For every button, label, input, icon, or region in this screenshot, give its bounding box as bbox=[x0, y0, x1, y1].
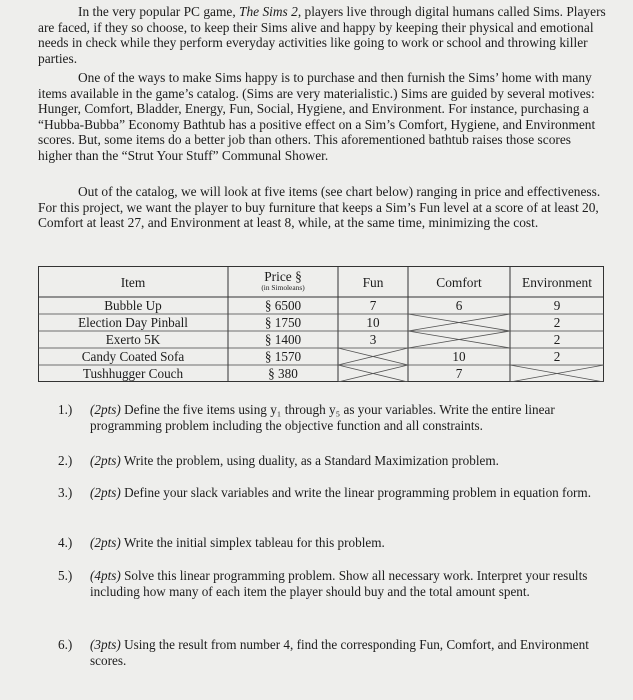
intro-paragraph-2: One of the ways to make Sims happy is to purchase and then furnish the Sims’ home with many items available in the game’s catalog. (Sims are very materialistic.) Sims are guided by several motives: Hunger, Comfort, Bladder, Energy, Fun, Social, Hygiene, and Environment. For instance, purchasing a “Hubba-Bubba” Economy Bathtub has a positive effect on a Sim’s Comfort, Hygiene, and Environment scores. But, some items do a better job than others. This aforementioned bathtub raises those scores higher than the “Strut Your Stuff” Communal Shower. bbox=[38, 70, 596, 163]
row-sofa-environment: 2 bbox=[553, 349, 561, 364]
row-pinball-fun: 10 bbox=[366, 315, 380, 330]
row-bubble-up-environment: 9 bbox=[553, 298, 561, 313]
document-page: In the very popular PC game, The Sims 2, players live through digital humans called Sims. Players are faced, if they so choose, to keep their Sims alive and happy by keeping their physical and emotional needs in check while they perform everyday activities like going to work or school and throwing killer parties. One of the ways to make Sims happy is to purchase and then furnish the Sims’ home with many items available in the game’s catalog. (Sims are very materialistic.) Sims are guided by several motives: Hunger, Comfort, Bladder, Energy, Fun, Social, Hygiene, and Environment. For instance, purchasing a “Hubba-Bubba” Economy Bathtub has a positive effect on a Sim’s Comfort, Hygiene, and Environment scores. But, some items do a better job than others. This aforementioned bathtub raises those scores higher than the “Strut Your Stuff” Communal Shower. Out of the catalog, we will look at five items (see chart below) ranging in price and effectiveness. For this project, we want the player to buy furniture that keeps a Sim’s Fun level at a score of at least 20, Comfort at least 27, and Environment at least 8, while, at the same time, minimizing the cost. Item Price § (in Simoleans) Fun Comfort Environment Bubble Up § 6500 7 6 9 Election Day Pinball § 1750 10 2 Exerto 5K § 1400 3 2 Candy Coated Sofa § 1570 10 2 Tushhugger Couch § 380 7 1.) (2pts) Define the five items using y₁ through y₅ as your variables. Write the entire linear programming problem including the objective function and all constraints. 2.) (2pts) Write the problem, using duality, as a Standard Maximization problem. 3.) (2pts) Define your slack variables and write the linear programming problem in equation form. 4.) (2pts) Write the initial simplex tableau for this problem. 5.) (4pts) Solve this linear programming problem. Show all necessary work. Interpret your results including how many of each item the player should buy and the total amount spent. 6.) (3pts) Using the result from number 4, find the corresponding Fun, Comfort, and Environment scores. bbox=[0, 0, 633, 700]
row-sofa-comfort: 10 bbox=[452, 349, 466, 364]
row-pinball-price: § 1750 bbox=[264, 315, 302, 330]
row-exerto-fun: 3 bbox=[369, 332, 377, 347]
row-exerto-item: Exerto 5K bbox=[105, 332, 161, 347]
header-environment: Environment bbox=[522, 275, 592, 290]
row-sofa-item: Candy Coated Sofa bbox=[81, 349, 185, 364]
intro-paragraph-3: Out of the catalog, we will look at five items (see chart below) ranging in price and effectiveness. For this project, we want the player to buy furniture that keeps a Sim’s Fun level at a score of at least 20, Comfort at least 27, and Environment at least 8, while, at the same time, minimizing the cost. bbox=[38, 184, 601, 231]
row-bubble-up-fun: 7 bbox=[369, 298, 377, 313]
row-couch-comfort: 7 bbox=[455, 366, 463, 381]
row-pinball-item: Election Day Pinball bbox=[78, 315, 188, 330]
row-exerto-environment: 2 bbox=[553, 332, 561, 347]
row-exerto-price: § 1400 bbox=[264, 332, 302, 347]
header-fun: Fun bbox=[362, 275, 384, 290]
items-table bbox=[38, 266, 604, 382]
row-bubble-up-price: § 6500 bbox=[264, 298, 302, 313]
header-comfort: Comfort bbox=[436, 275, 482, 290]
row-couch-price: § 380 bbox=[268, 366, 298, 381]
row-couch-item: Tushhugger Couch bbox=[82, 366, 184, 381]
intro-paragraph-1: In the very popular PC game, The Sims 2, players live through digital humans called Sims. Players are faced, if they so choose, to keep their Sims alive and happy by keeping their physical and emotional needs in check while they perform everyday activities like going to work or school and throwing killer parties. bbox=[38, 4, 606, 66]
row-sofa-price: § 1570 bbox=[264, 349, 302, 364]
row-bubble-up-comfort: 6 bbox=[455, 298, 463, 313]
header-item: Item bbox=[120, 275, 146, 290]
header-price-unit: (in Simoleans) bbox=[261, 283, 305, 292]
row-pinball-environment: 2 bbox=[553, 315, 561, 330]
row-bubble-up-item: Bubble Up bbox=[104, 298, 162, 313]
header-price: Price § bbox=[264, 269, 302, 284]
game-title: The Sims 2 bbox=[239, 4, 298, 19]
